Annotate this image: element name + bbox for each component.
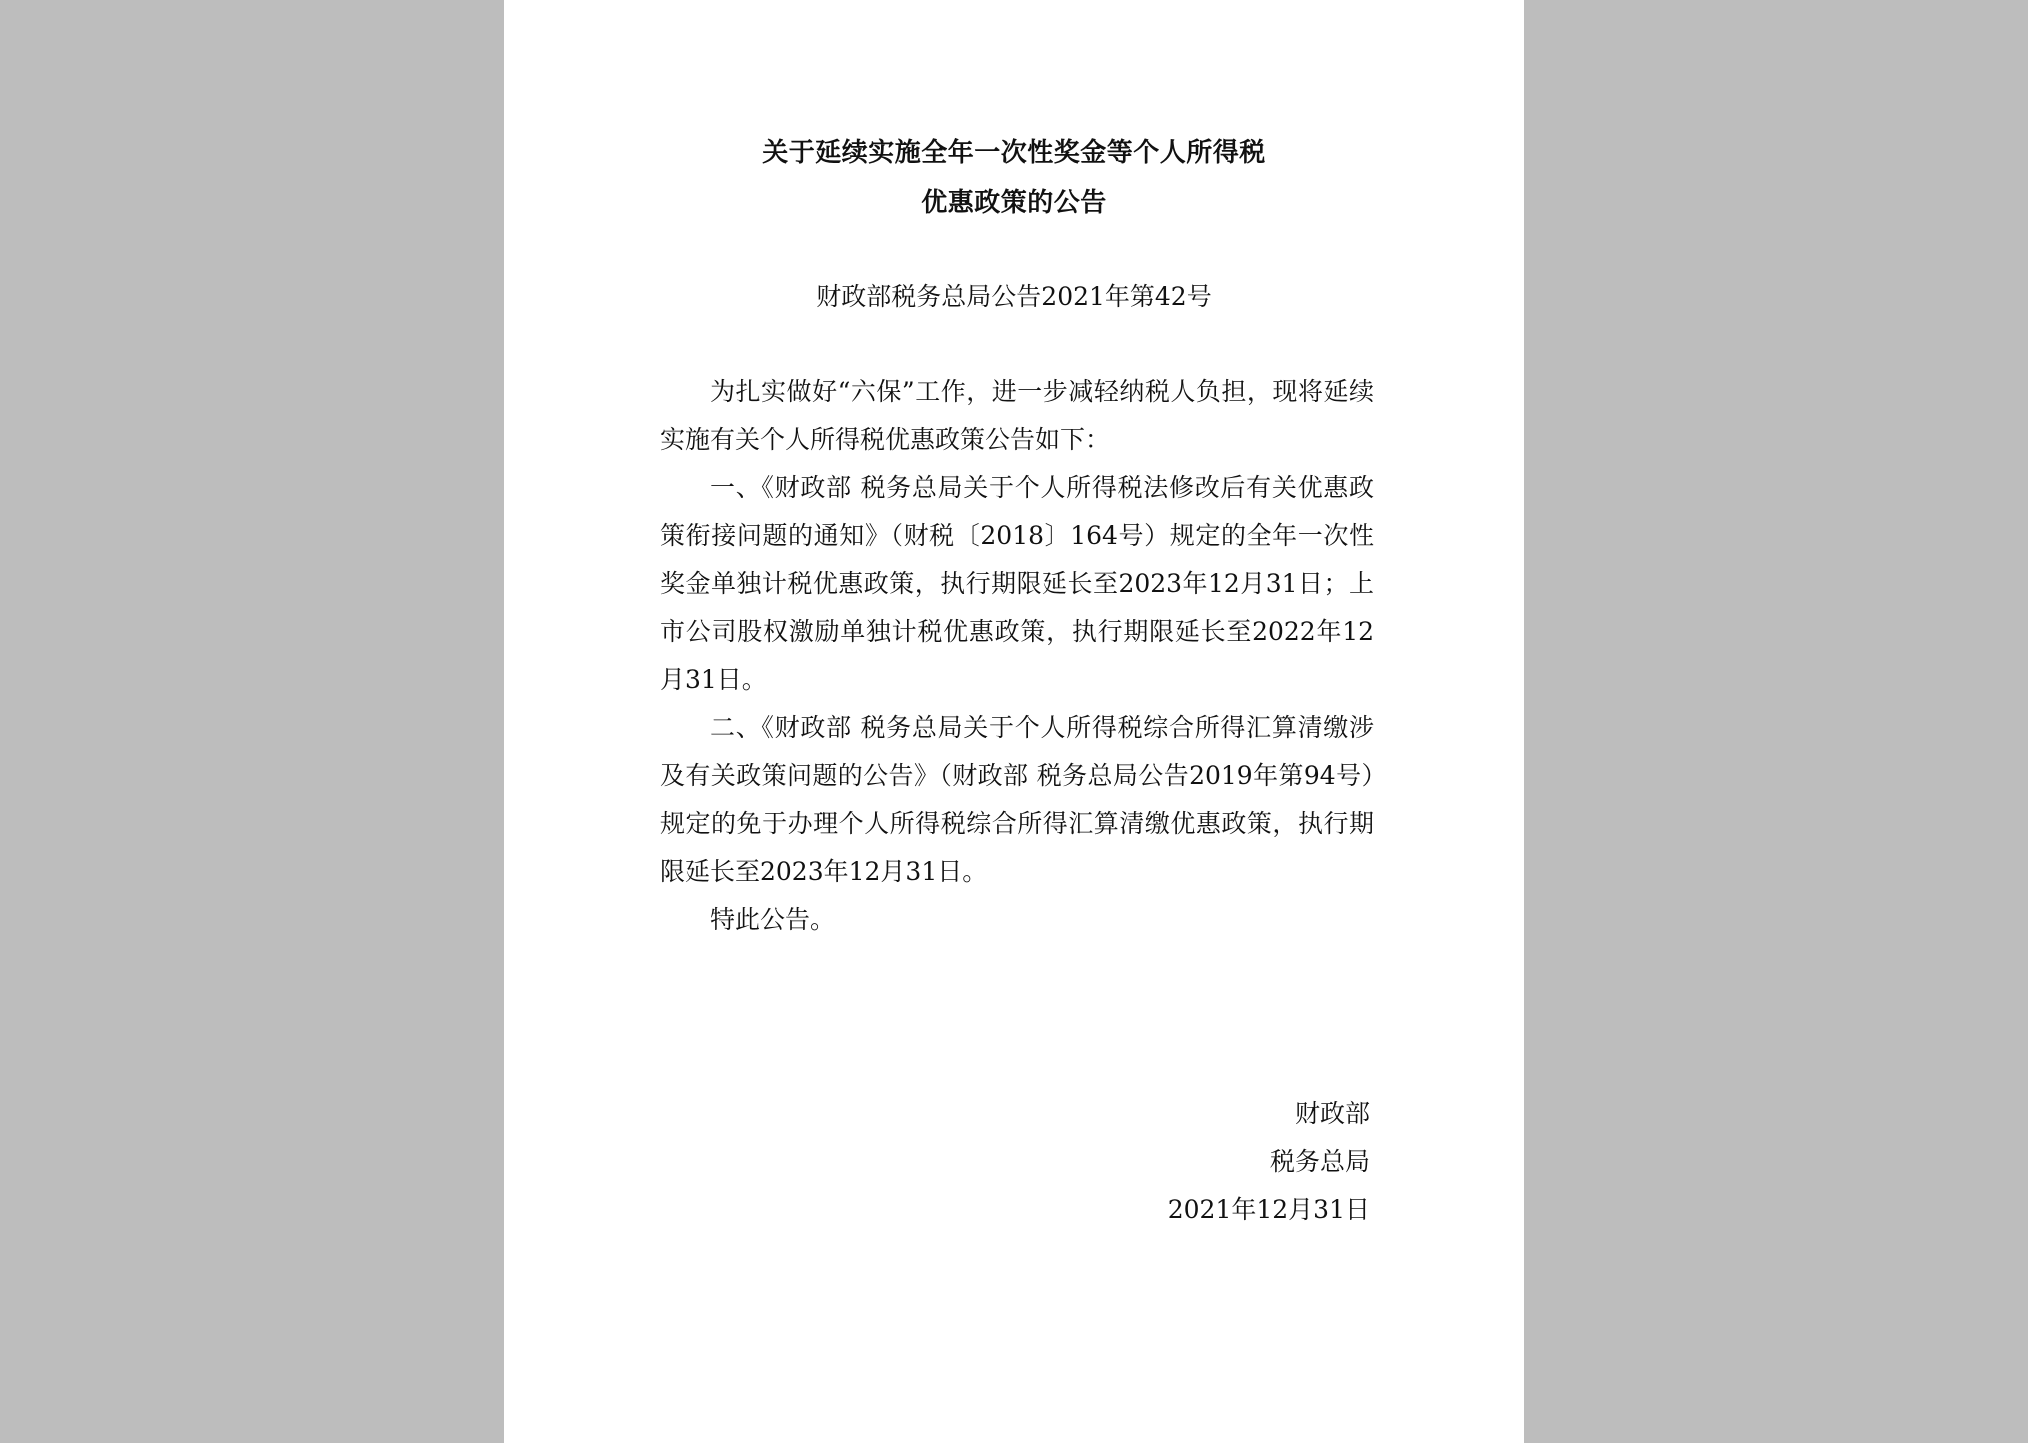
signature-issuer-1: 财政部 — [1294, 1099, 1370, 1128]
document-number: 财政部税务总局公告2021年第42号 — [816, 282, 1212, 311]
paragraph-item-1: 一、《财政部 税务总局关于个人所得税法修改后有关优惠政策衔接问题的通知》（财税〔2018〕164号）规定的全年一次性奖金单独计税优惠政策，执行期限延长至2023年12月31日；上市公司股权激励单独计税优惠政策，执行期限延长至2022年12月31日。 — [660, 473, 1374, 694]
paragraph-item-2: 二、《财政部 税务总局关于个人所得税综合所得汇算清缴涉及有关政策问题的公告》（财政部 税务总局公告2019年第94号）规定的免于办理个人所得税综合所得汇算清缴优惠政策，执行期限延长至2023年12月31日。 — [660, 713, 1374, 886]
document-title-line1: 关于延续实施全年一次性奖金等个人所得税 — [762, 138, 1266, 168]
document-body — [660, 368, 1374, 944]
signature-date: 2021年12月31日 — [1167, 1195, 1370, 1224]
paragraph-closing: 特此公告。 — [710, 905, 836, 934]
document-page — [504, 0, 1524, 1443]
paragraph-intro: 为扎实做好“六保”工作，进一步减轻纳税人负担，现将延续实施有关个人所得税优惠政策公告如下： — [660, 377, 1374, 454]
document-title-line2: 优惠政策的公告 — [921, 188, 1107, 218]
signature-issuer-2: 税务总局 — [1269, 1147, 1370, 1176]
